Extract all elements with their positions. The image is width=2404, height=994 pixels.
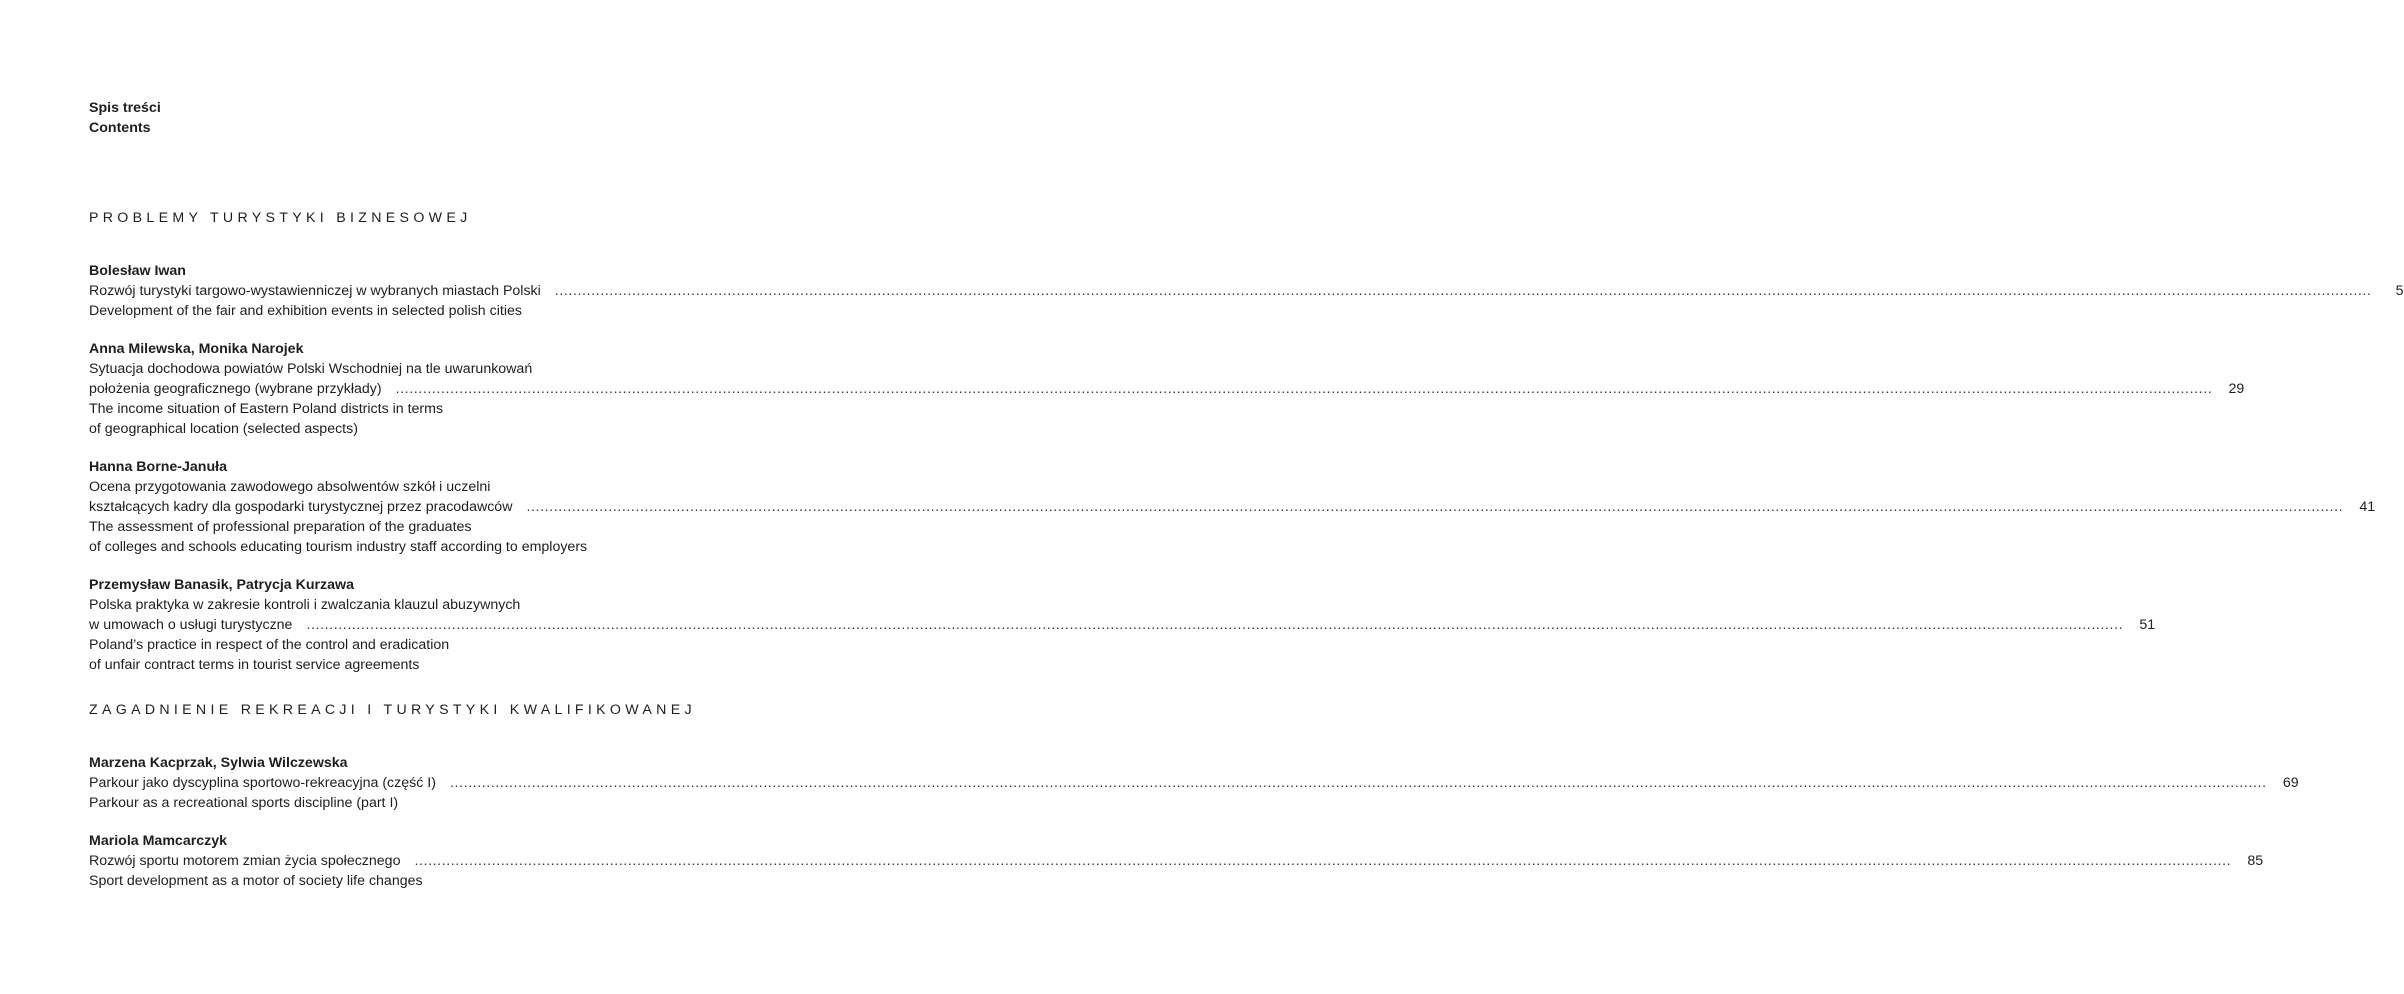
entry-title-english-line: The income situation of Eastern Poland districts in terms	[89, 401, 444, 417]
dot-leader: ................................................................................................................................................................................................................................................................................................................................................................................................................	[395, 381, 2213, 397]
entry-authors: Przemysław Banasik, Patrycja Kurzawa	[89, 577, 354, 593]
toc-body	[89, 208, 2404, 891]
entry-title-polish-line: położenia geograficznego (wybrane przykłady)	[89, 381, 382, 397]
entry-authors: Hanna Borne-Januła	[89, 459, 227, 475]
entry-title-polish-line: Polska praktyka w zakresie kontroli i zwalczania klauzul abuzywnych	[89, 597, 521, 613]
entry-dotted-line	[89, 281, 2404, 301]
page-number: 41	[2359, 499, 2376, 515]
toc-title-polish: Spis treści	[89, 100, 161, 116]
toc-entry	[89, 753, 2299, 813]
page-number: 29	[2228, 381, 2245, 397]
dot-leader: ................................................................................................................................................................................................................................................................................................................................................................................................................	[449, 775, 2267, 791]
entry-title-english-line: Sport development as a motor of society life changes	[89, 873, 423, 889]
page-number: 5	[2395, 283, 2404, 299]
toc-title-english: Contents	[89, 120, 151, 136]
dot-leader: ................................................................................................................................................................................................................................................................................................................................................................................................................	[414, 853, 2232, 869]
entry-authors: Anna Milewska, Monika Narojek	[89, 341, 304, 357]
entry-authors: Bolesław Iwan	[89, 263, 186, 279]
page-number: 69	[2282, 775, 2299, 791]
entry-title-english-line: Poland’s practice in respect of the control and eradication	[89, 637, 450, 653]
entry-title-polish-line: Rozwój turystyki targowo-wystawienniczej w wybranych miastach Polski	[89, 283, 541, 299]
entry-title-english-line: Parkour as a recreational sports discipline (part I)	[89, 795, 399, 811]
entry-title-english-line: of geographical location (selected aspects)	[89, 421, 358, 437]
entry-authors: Mariola Mamcarczyk	[89, 833, 228, 849]
entry-title-polish-line: Sytuacja dochodowa powiatów Polski Wschodniej na tle uwarunkowań	[89, 361, 533, 377]
section-heading: ZAGADNIENIE REKREACJI I TURYSTYKI KWALIFIKOWANEJ	[89, 702, 696, 718]
entry-title-english-line: of colleges and schools educating tourism industry staff according to employers	[89, 539, 588, 555]
dot-leader: ................................................................................................................................................................................................................................................................................................................................................................................................................	[554, 283, 2372, 299]
entry-dotted-line	[89, 615, 2156, 635]
entry-dotted-line	[89, 851, 2264, 871]
entry-dotted-line	[89, 379, 2245, 399]
entry-title-polish-line: kształcących kadry dla gospodarki turystycznej przez pracodawców	[89, 499, 513, 515]
page-number: 51	[2139, 617, 2156, 633]
entry-title-polish-line: Rozwój sportu motorem zmian życia społecznego	[89, 853, 401, 869]
entry-title-english-line: Development of the fair and exhibition events in selected polish cities	[89, 303, 522, 319]
entry-title-polish-line: Parkour jako dyscyplina sportowo-rekreacyjna (część I)	[89, 775, 436, 791]
entry-authors: Marzena Kacprzak, Sylwia Wilczewska	[89, 755, 348, 771]
toc-entry	[89, 575, 2156, 675]
section-heading: PROBLEMY TURYSTYKI BIZNESOWEJ	[89, 210, 472, 226]
entry-title-polish-line: Ocena przygotowania zawodowego absolwentów szkół i uczelni	[89, 479, 491, 495]
dot-leader: ................................................................................................................................................................................................................................................................................................................................................................................................................	[306, 617, 2124, 633]
toc-entry	[89, 339, 2245, 439]
table-of-contents	[89, 98, 2404, 891]
entry-title-english-line: The assessment of professional preparation of the graduates	[89, 519, 472, 535]
toc-entry	[89, 457, 2376, 557]
page-number: 85	[2247, 853, 2264, 869]
toc-entry	[89, 261, 2404, 321]
entry-dotted-line	[89, 497, 2376, 517]
entry-dotted-line	[89, 773, 2299, 793]
entry-title-english-line: of unfair contract terms in tourist service agreements	[89, 657, 420, 673]
dot-leader: ................................................................................................................................................................................................................................................................................................................................................................................................................	[526, 499, 2344, 515]
toc-entry	[89, 831, 2264, 891]
entry-title-polish-line: w umowach o usługi turystyczne	[89, 617, 293, 633]
